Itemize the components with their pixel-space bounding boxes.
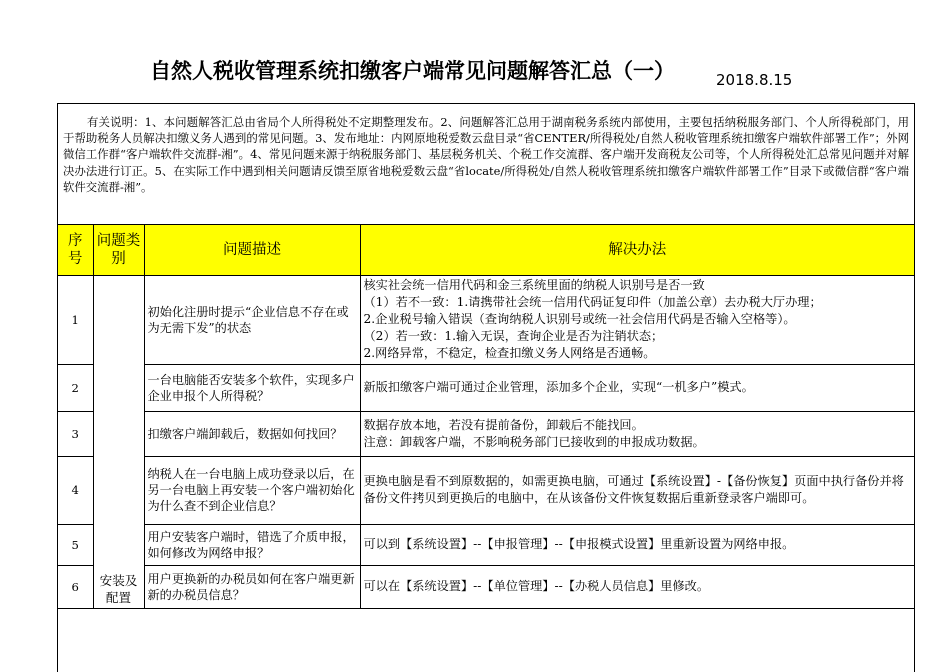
- header-question: 问题描述: [144, 225, 360, 275]
- solution-line: （2）若一致：1.输入无误，查询企业是否为注销状态；: [363, 329, 664, 343]
- solution-line: 更换电脑是看不到原数据的，如需更换电脑，可通过【系统设置】-【备份恢复】页面中执行备份并将备份文件拷贝到更换后的电脑中，在从该备份文件恢复数据后重新登录客户端即可。: [363, 474, 904, 505]
- table-row: [58, 565, 914, 608]
- table-row: [58, 524, 914, 565]
- row-no: 4: [58, 456, 93, 524]
- solution-line: 2.网络异常，不稳定，检查扣缴义务人网络是否通畅。: [363, 346, 656, 360]
- row-solution: [360, 524, 914, 565]
- table-row: [58, 275, 914, 364]
- table-row: [58, 456, 914, 524]
- description-note: 有关说明：1、本问题解答汇总由省局个人所得税处不定期整理发布。2、问题解答汇总用于湖南税务系统内部使用，主要包括纳税服务部门、个人所得税部门，用于帮助税务人员解决扣缴义务人遇到的常见问题。3、发布地址：内网原地税爱数云盘目录“省CENTER/所得税处/自然人税收管理系统扣缴客户端软件部署工作”；外网微信工作群“客户端软件交流群-湘”。4、常见问题来源于纳税服务部门、基层税务机关、个税工作交流群、客户端开发商税友公司等，个人所得税处汇总常见问题并对解决办法进行订正。5、在实际工作中遇到相关问题请反馈至原省地税爱数云盘“省locate/所得税处/自然人税收管理系统扣缴客户端软件部署工作”目录下或微信群“客户端软件交流群-湘”。: [58, 104, 914, 225]
- solution-line: 可以在【系统设置】--【单位管理】--【办税人员信息】里修改。: [363, 579, 710, 593]
- row-question: 一台电脑能否安装多个软件，实现多户企业申报个人所得税？: [144, 364, 360, 411]
- table-header-row: [58, 225, 914, 275]
- row-question: 用户更换新的办税员如何在客户端更新新的办税员信息？: [144, 565, 360, 608]
- row-solution: [360, 411, 914, 456]
- row-question: 纳税人在一台电脑上成功登录以后，在另一台电脑上再安装一个客户端初始化为什么查不到企业信息？: [144, 456, 360, 524]
- solution-line: 注意：卸载客户端，不影响税务部门已接收到的申报成功数据。: [363, 434, 705, 449]
- table-row: [58, 364, 914, 411]
- row-no: 3: [58, 411, 93, 456]
- row-solution: [360, 364, 914, 411]
- header-solution: 解决办法: [360, 225, 914, 275]
- row-no: 5: [58, 524, 93, 565]
- row-question: 用户安装客户端时，错选了介质申报，如何修改为网络申报？: [144, 524, 360, 565]
- row-no: 2: [58, 364, 93, 411]
- spreadsheet: [57, 103, 915, 672]
- row-question: 初始化注册时提示“企业信息不存在或为无需下发”的状态: [144, 275, 360, 364]
- row-no: 6: [58, 565, 93, 608]
- solution-line: 数据存放本地，若没有提前备份，卸载后不能找回。: [363, 417, 644, 432]
- header-category: 问题类别: [93, 225, 144, 275]
- row-solution: [360, 275, 914, 364]
- row-question: 扣缴客户端卸载后，数据如何找回？: [144, 411, 360, 456]
- solution-line: （1）若不一致：1.请携带社会统一信用代码证复印件（加盖公章）去办税大厅办理；: [363, 295, 822, 309]
- publish-date: 2018.8.15: [716, 71, 793, 89]
- page-title: 自然人税收管理系统扣缴客户端常见问题解答汇总（一）: [150, 59, 675, 83]
- solution-line: 2.企业税号输入错误（查询纳税人识别号或统一社会信用代码是否输入空格等）。: [363, 312, 796, 326]
- row-no: 1: [58, 275, 93, 364]
- row-solution: [360, 565, 914, 608]
- solution-line: 可以到【系统设置】--【申报管理】--【申报模式设置】里重新设置为网络申报。: [363, 537, 795, 551]
- solution-line: 核实社会统一信用代码和金三系统里面的纳税人识别号是否一致: [363, 278, 705, 292]
- faq-table: [58, 225, 914, 609]
- category-cell: 安装及配置: [93, 275, 144, 608]
- table-row: [58, 411, 914, 456]
- header-no: 序号: [58, 225, 93, 275]
- row-solution: [360, 456, 914, 524]
- solution-line: 新版扣缴客户端可通过企业管理，添加多个企业，实现“一机多户”模式。: [363, 380, 754, 394]
